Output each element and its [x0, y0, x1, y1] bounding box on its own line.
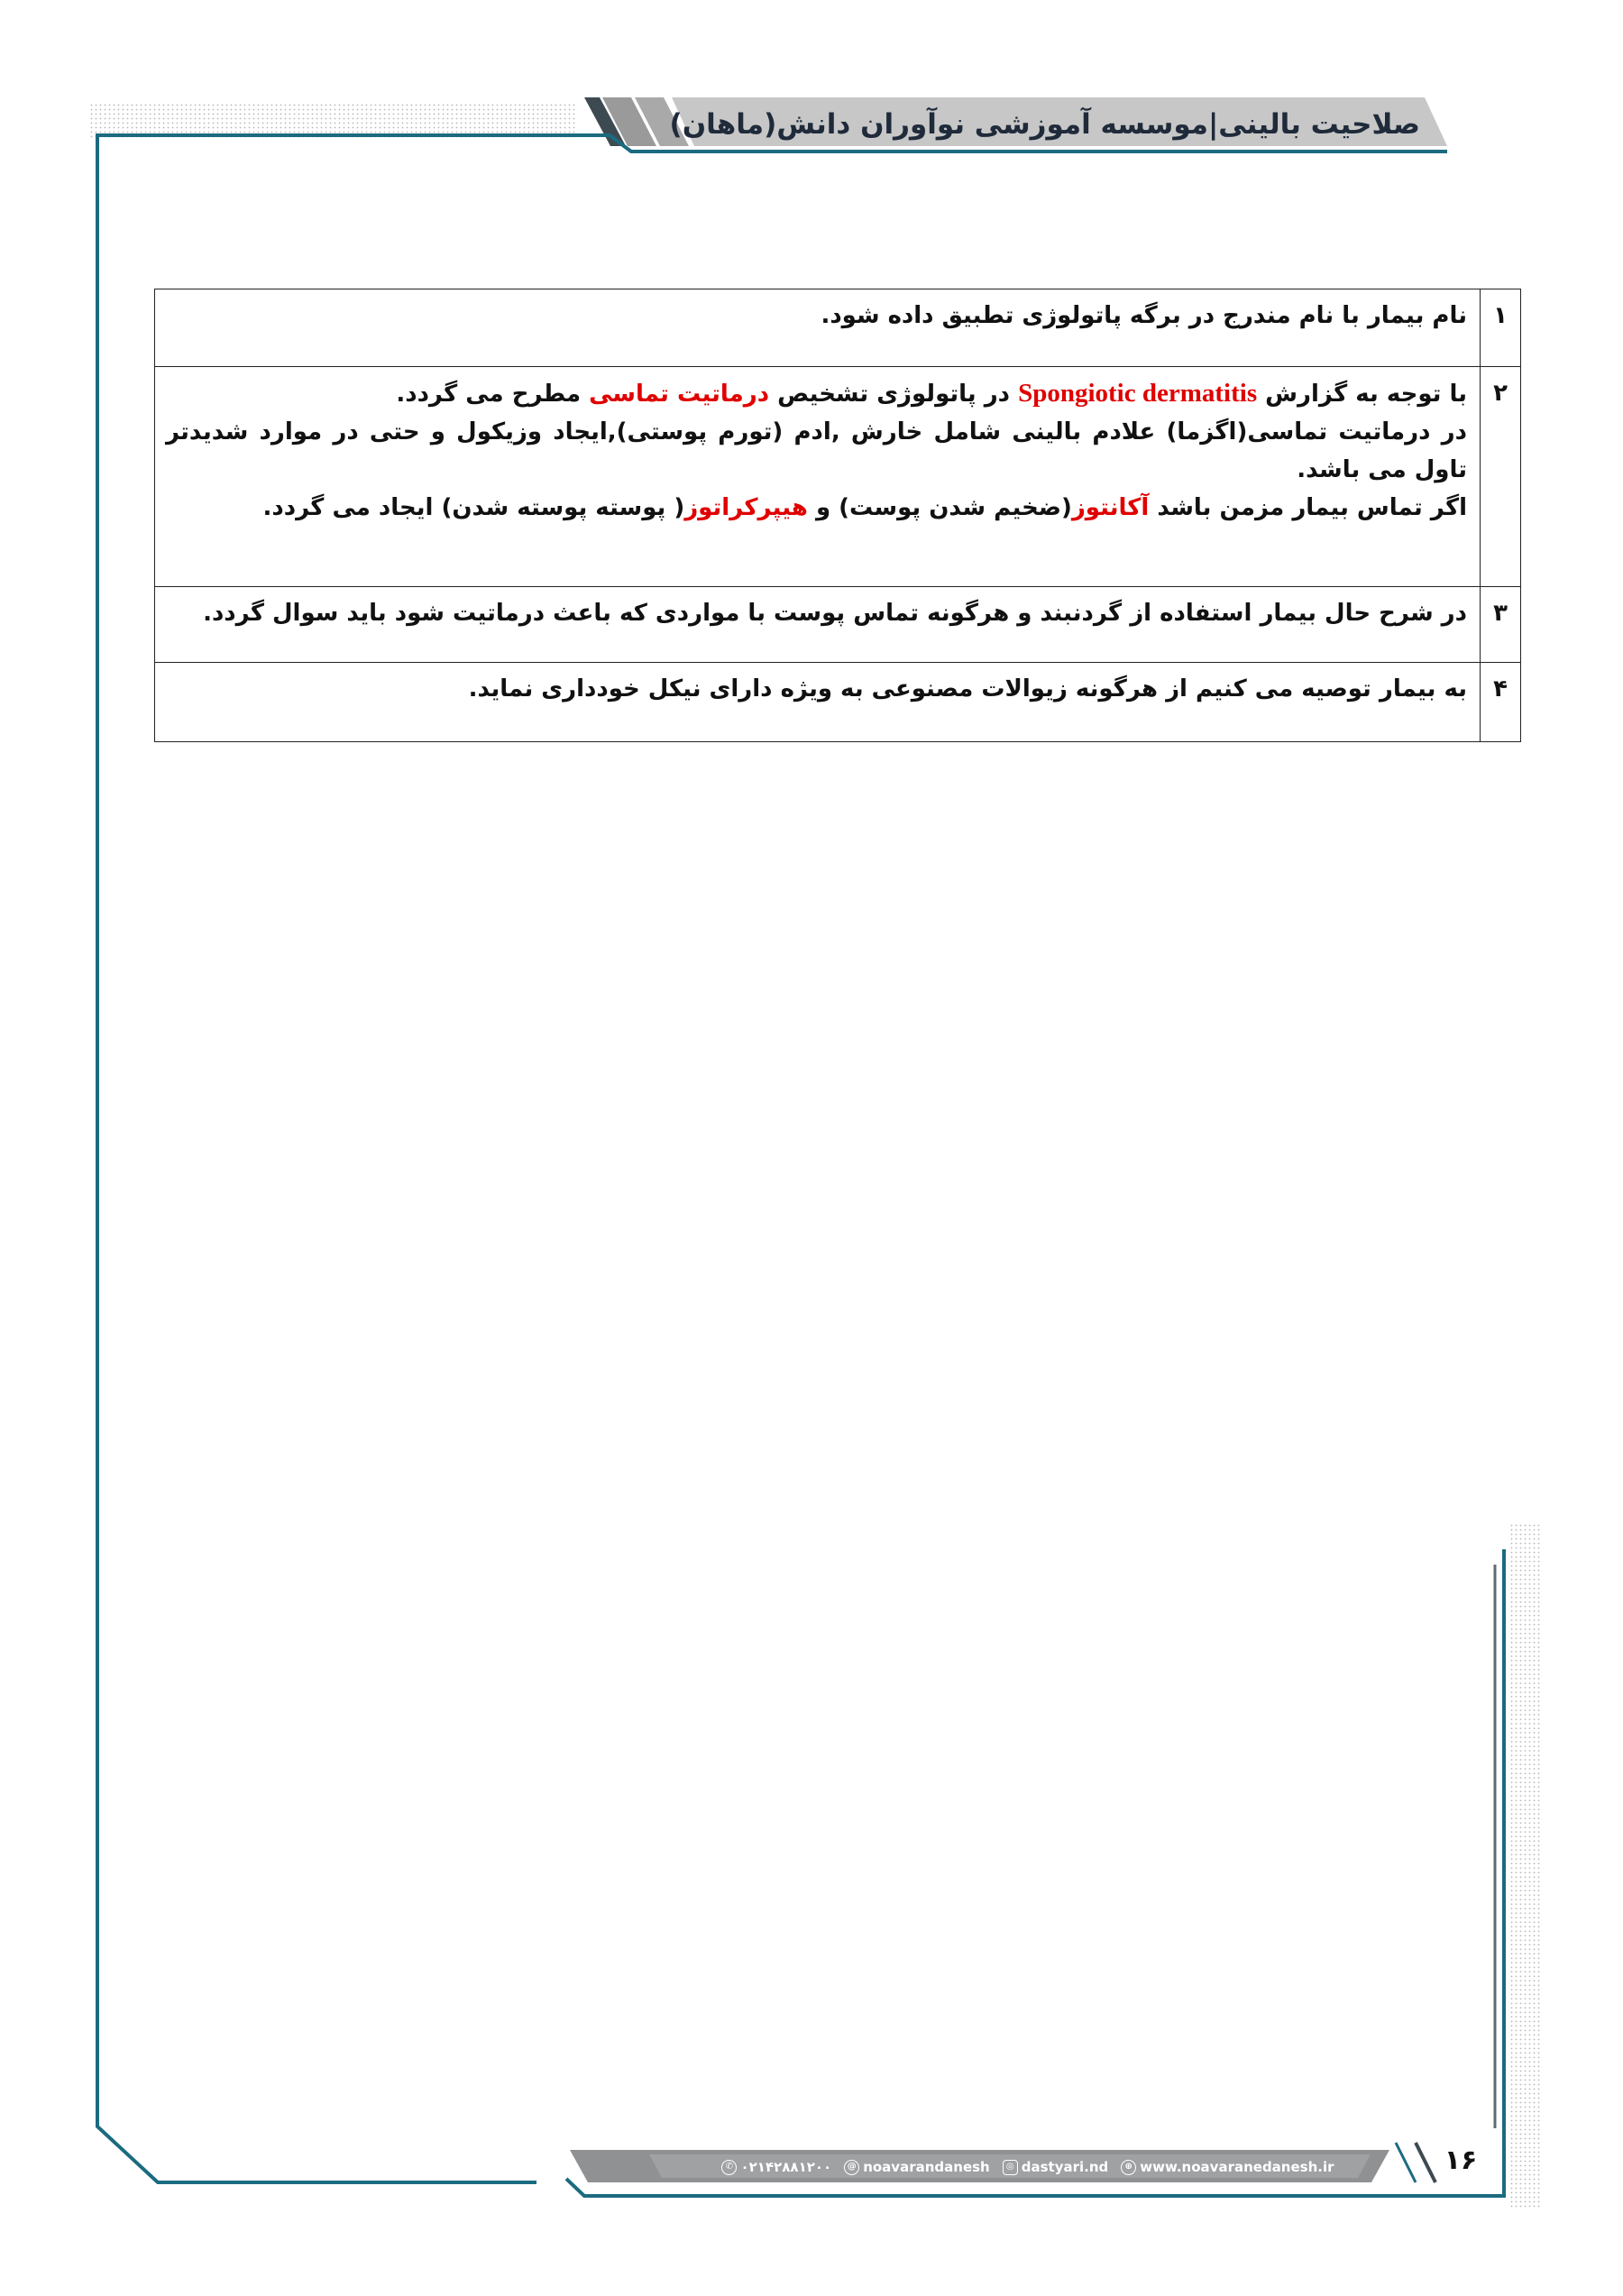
- row-paragraph: [166, 374, 1467, 413]
- row-number: ۲: [1481, 367, 1521, 587]
- footer-website[interactable]: [1121, 2159, 1334, 2175]
- row-text: [155, 663, 1481, 742]
- instagram-handle: noavarandanesh: [863, 2159, 990, 2175]
- row-text: [155, 367, 1481, 587]
- footer-accent: [1416, 2143, 1435, 2182]
- phone-icon: ✆: [721, 2160, 737, 2175]
- at-icon: @: [844, 2160, 859, 2175]
- text-segment: (ضخیم شدن پوست) و: [807, 494, 1072, 521]
- row-number: ۱: [1481, 289, 1521, 367]
- globe-icon: ⊕: [1121, 2160, 1136, 2175]
- telegram-handle: dastyari.nd: [1021, 2159, 1109, 2175]
- instructions-table: [154, 289, 1521, 742]
- highlighted-term: هیپرکراتوز: [684, 494, 808, 521]
- footer-contacts: [667, 2152, 1389, 2182]
- row-text: [155, 289, 1481, 367]
- text-segment: اگر تماس بیمار مزمن باشد: [1149, 494, 1467, 521]
- row-number: ۳: [1481, 587, 1521, 663]
- phone-number: ۰۲۱۴۲۸۸۱۲۰۰: [740, 2159, 832, 2175]
- row-paragraph: در درماتیت تماسی(اگزما) علادم بالینی شامل خارش ,ادم (تورم پوستی),ایجاد وزیکول و حتی در موارد شدیدتر تاول می باشد.: [166, 418, 1467, 483]
- header-title: صلاحیت بالینی|موسسه آموزشی نوآوران دانش(ماهان): [669, 108, 1420, 141]
- side-dot-texture: [1509, 1524, 1542, 2209]
- row-paragraph: به بیمار توصیه می کنیم از هرگونه زیوالات مصنوعی به ویژه دارای نیکل خودداری نماید.: [468, 675, 1467, 703]
- text-segment: در پاتولوژی تشخیص: [769, 381, 1019, 408]
- table-row: [155, 367, 1521, 587]
- page-number: ۱۶: [1444, 2144, 1478, 2176]
- row-text: [155, 587, 1481, 663]
- highlighted-term: آکانتوز: [1071, 494, 1150, 521]
- frame-border-right: [566, 1549, 1504, 2196]
- website-url: www.noavaranedanesh.ir: [1140, 2159, 1334, 2175]
- table-row: [155, 587, 1521, 663]
- text-segment: با توجه به گزارش: [1257, 381, 1467, 408]
- footer-phone: [721, 2159, 831, 2175]
- row-paragraph: نام بیمار با نام مندرج در برگه پاتولوژی تطبیق داده شود.: [821, 302, 1467, 329]
- highlighted-term: درماتیت تماسی: [589, 381, 770, 408]
- table-row: [155, 289, 1521, 367]
- row-paragraph: در شرح حال بیمار استفاده از گردنبند و هرگونه تماس پوست با مواردی که باعث درماتیت شود باید سوال گردد.: [203, 600, 1467, 627]
- row-number: ۴: [1481, 663, 1521, 742]
- footer-telegram[interactable]: [1003, 2159, 1109, 2175]
- text-segment: ( پوسته پوسته شدن) ایجاد می گردد.: [262, 494, 685, 521]
- footer-accent: [1396, 2143, 1416, 2182]
- english-term: Spongiotic dermatitis: [1018, 379, 1258, 408]
- instagram-icon: ◎: [1003, 2160, 1018, 2175]
- text-segment: مطرح می گردد.: [396, 381, 590, 408]
- footer-instagram[interactable]: [844, 2159, 990, 2175]
- table-row: [155, 663, 1521, 742]
- row-paragraph: [166, 489, 1467, 527]
